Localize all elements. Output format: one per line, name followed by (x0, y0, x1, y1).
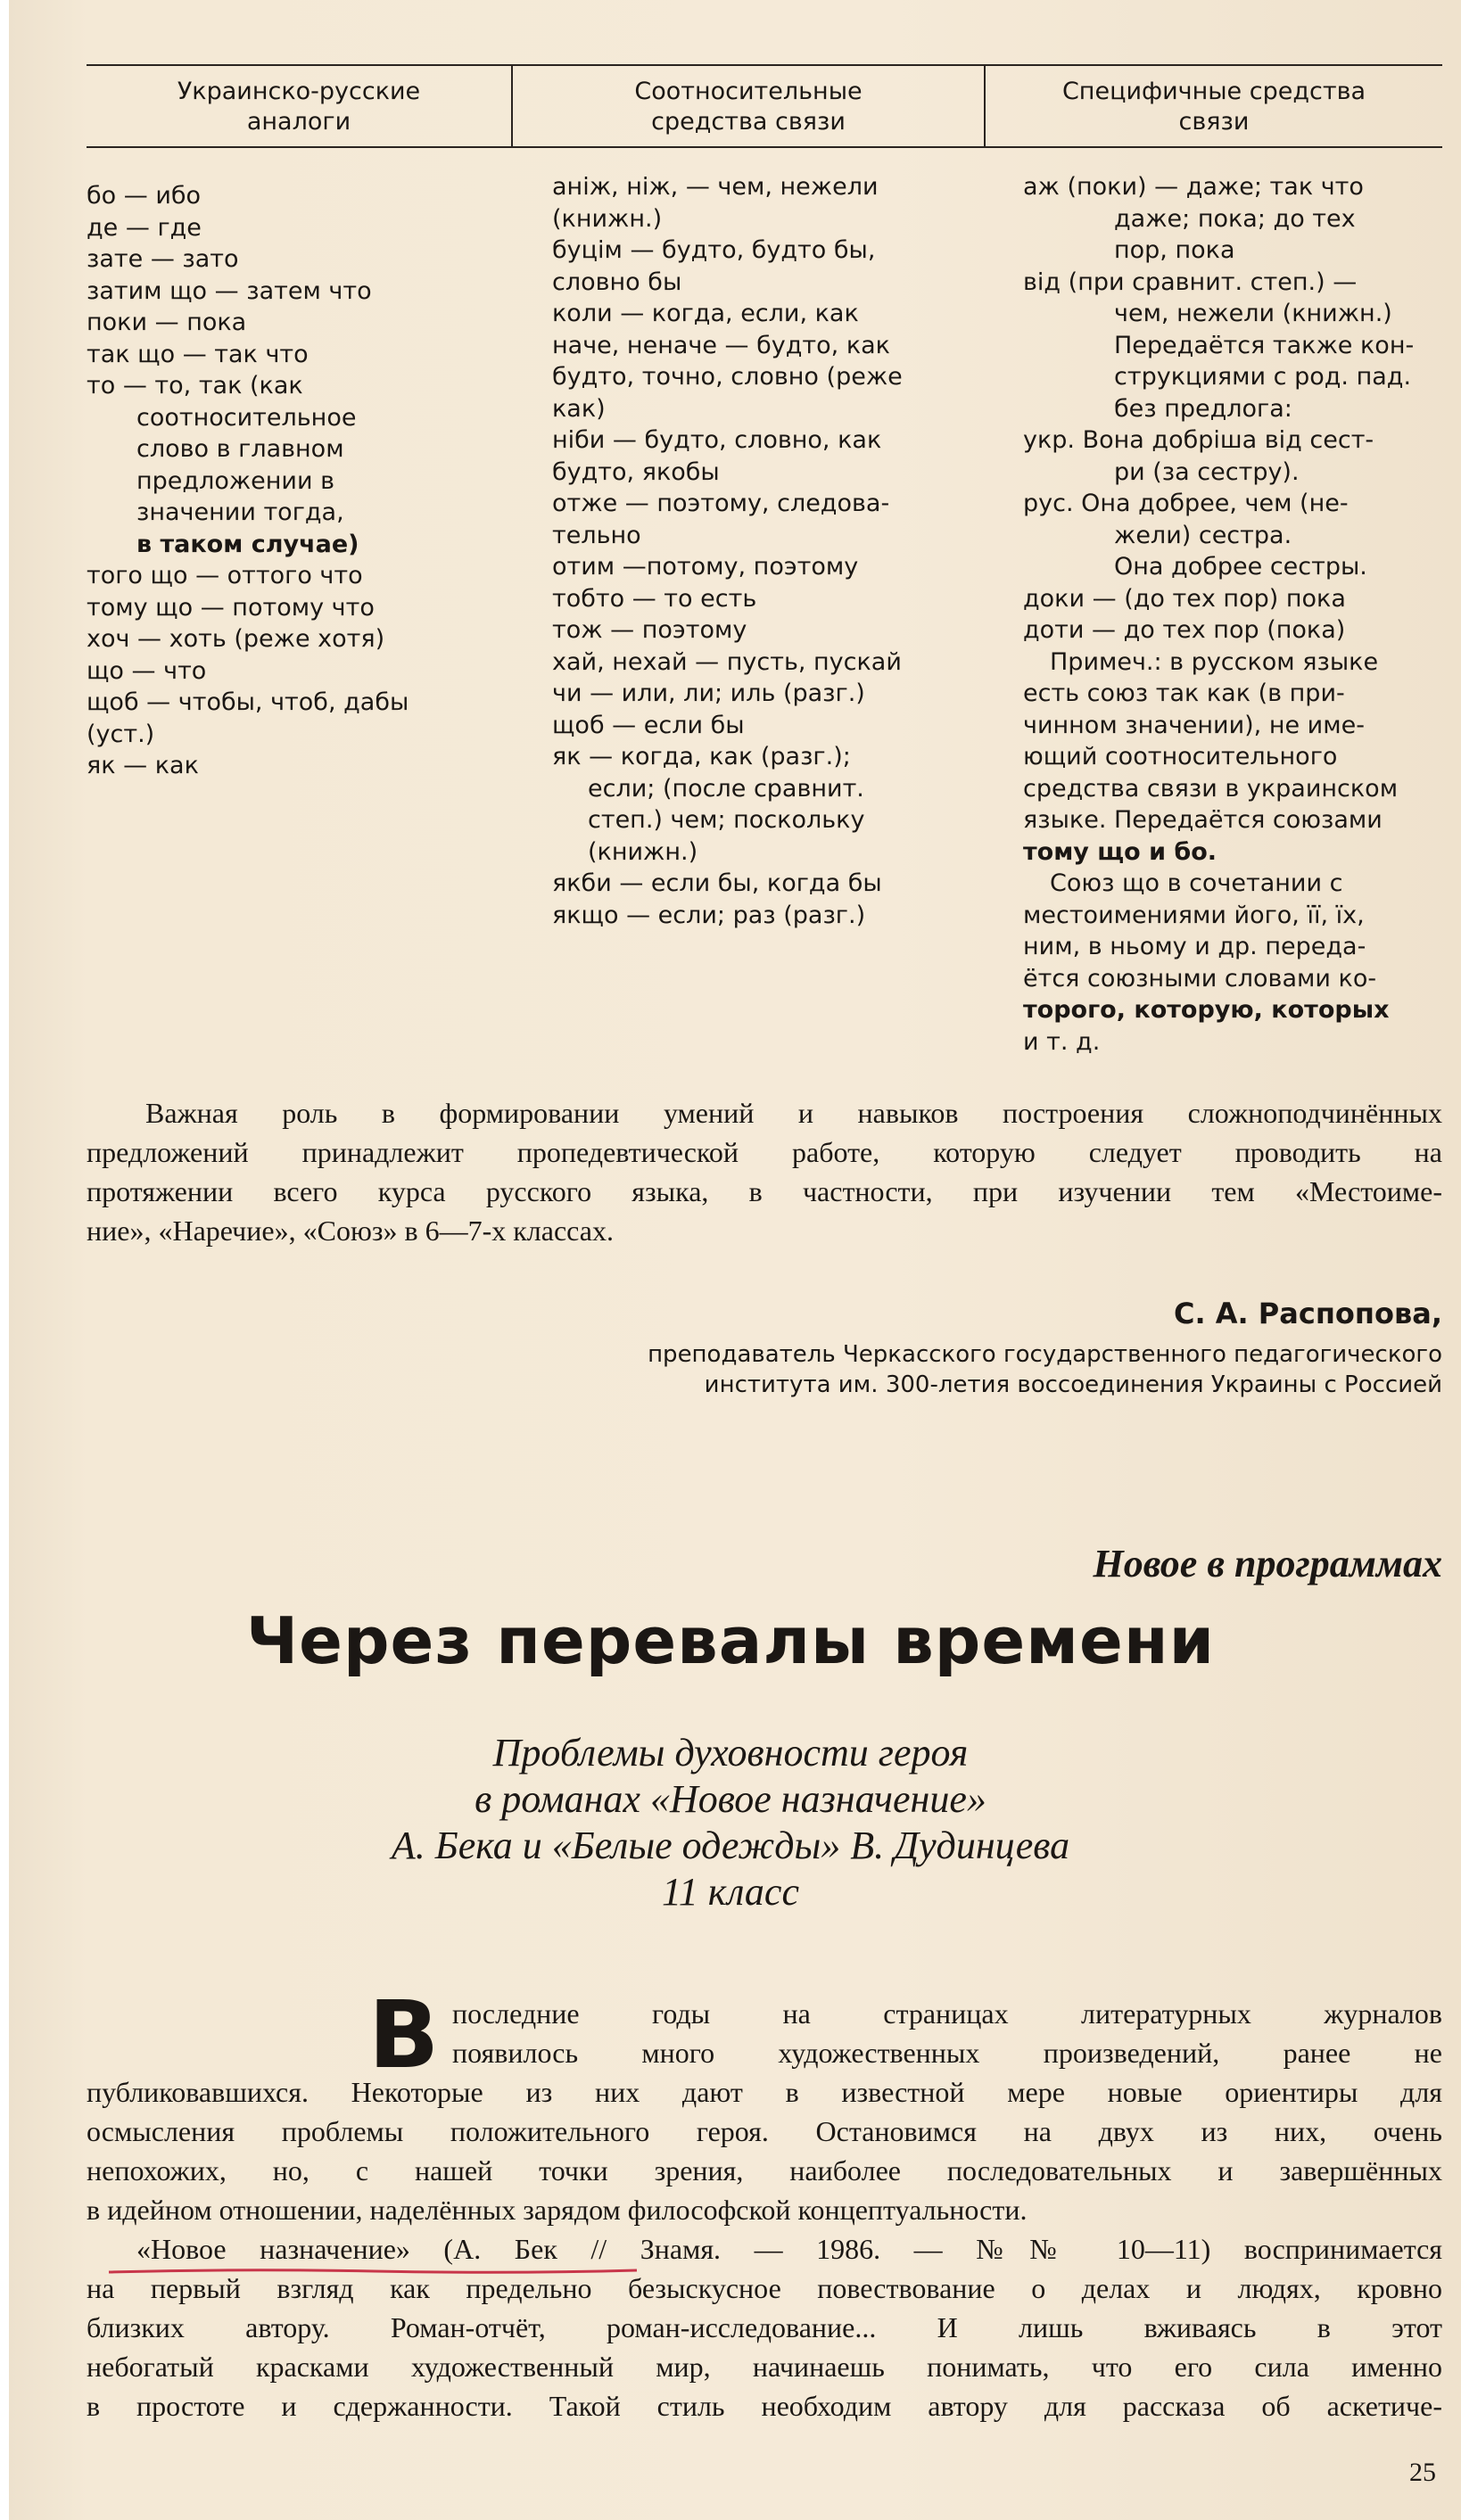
table-cell: словно бы (552, 268, 682, 296)
page-number: 25 (1409, 2458, 1436, 2487)
text-line: в идейном отношении, наделённых зарядом философской концептуальности. (87, 2194, 1028, 2226)
table-cell: (книжн.) (588, 837, 698, 866)
subtitle-line: в романах «Новое назначение» (475, 1777, 986, 1821)
table-cell: предложении в (136, 466, 335, 495)
table-cell: від (при сравнит. степ.) — (1023, 268, 1358, 296)
text-line: близких автору. Роман-отчёт, роман-исследование... И лишь вживаясь в этот (87, 2311, 1442, 2343)
table-cell: если; (после сравнит. (588, 774, 864, 803)
author-name: С. А. Распопова, (1173, 1297, 1442, 1330)
table-cell: отим —потому, поэтому (552, 553, 859, 581)
text-line: протяжении всего курса русского языка, в частности, при изучении тем «Местоиме- (87, 1175, 1442, 1207)
table-cell: тож — поэтому (552, 616, 747, 644)
text-line: последние годы на страницах литературных журналов (452, 1997, 1442, 2030)
header-text: Специфичные средства связи (1061, 78, 1366, 136)
header-text: Украинско-русские аналоги (177, 78, 421, 136)
table-column-specific (1023, 171, 1442, 1058)
text-line: ние», «Наречие», «Союз» в 6—7-х классах. (87, 1215, 614, 1247)
table-cell: в таком случае) (136, 530, 359, 558)
table-cell: пор, пока (1114, 236, 1235, 264)
table-header-correlative (513, 71, 984, 143)
text-line: появилось много художественных произведений, ранее не (452, 2037, 1442, 2069)
text-line: на первый взгляд как предельно безыскусное повествование о делах и людях, кровно (87, 2272, 1442, 2304)
table-cell: Союз що в сочетании с (1050, 869, 1343, 897)
table-cell: що — что (87, 656, 207, 685)
table-cell: то — то, так (как (87, 372, 303, 399)
table-cell: торого, которую, которых (1023, 996, 1390, 1024)
table-cell: жели) сестра. (1114, 521, 1292, 549)
table-cell: даже; пока; до тех (1114, 204, 1356, 233)
text-line: «Новое назначение» (А. Бек // Знамя. — 1986. — №№ 10—11) воспринимается (136, 2233, 1442, 2265)
table-cell: степ.) чем; поскольку (588, 806, 865, 834)
author-position (648, 1339, 1442, 1400)
table-cell: поки — пока (87, 309, 247, 336)
table-cell: ри (за сестру). (1114, 457, 1300, 486)
subtitle-line: Проблемы духовности героя (492, 1731, 969, 1775)
table-cell: (уст.) (87, 720, 155, 748)
table-cell: аніж, ніж, — чем, нежели (552, 173, 879, 201)
table-cell: чем, нежели (книжн.) (1114, 300, 1392, 327)
table-cell: рус. Она добрее, чем (не- (1023, 490, 1349, 517)
table-cell: тобто — то есть (552, 584, 757, 613)
text-line: осмысления проблемы положительного героя. Остановимся на двух из них, очень (87, 2115, 1442, 2147)
table-cell: наче, неначе — будто, как (552, 331, 890, 359)
table-cell: ётся союзными словами ко- (1023, 964, 1377, 992)
table-cell: де — где (87, 213, 202, 242)
section-rubric: Новое в программах (1093, 1542, 1442, 1585)
table-cell: будто, точно, словно (реже (552, 363, 903, 391)
table-cell: чи — или, ли; иль (разг.) (552, 679, 865, 707)
table-cell: слово в главном (136, 435, 344, 463)
table-cell: струкциями с род. пад. (1114, 363, 1412, 391)
table-column-correlative (552, 171, 975, 931)
table-cell: Передаётся также кон- (1114, 331, 1415, 359)
table-cell: тельно (552, 521, 641, 549)
table-cell: будто, якобы (552, 457, 720, 486)
text-line: предложений принадлежит пропедевтической работе, которую следует проводить на (87, 1136, 1442, 1168)
conjunctions-table (87, 64, 1442, 1063)
table-cell: якщо — если; раз (разг.) (552, 901, 866, 929)
table-cell: Примеч.: в русском языке (1050, 647, 1379, 676)
header-text: Соотносительные средства связи (634, 78, 863, 136)
table-cell: языке. Передаётся союзами (1023, 806, 1383, 834)
table-header-rule (87, 146, 1442, 148)
table-header-analogs (87, 71, 511, 143)
text-line: непохожих, но, с нашей точки зрения, наиболее последовательных и завершённых (87, 2154, 1442, 2186)
table-cell: хай, нехай — пусть, пускай (552, 647, 902, 676)
table-cell: (книжн.) (552, 204, 663, 233)
table-cell: ющий соотносительного (1023, 743, 1338, 770)
author-position-line: института им. 300-летия воссоединения Украины с Россией (704, 1371, 1442, 1398)
table-cell: тому що и бо. (1023, 837, 1218, 866)
table-cell: як — когда, как (разг.); (552, 743, 851, 770)
table-cell: бо — ибо (87, 182, 202, 210)
table-cell: есть союз так как (в при- (1023, 679, 1345, 707)
table-cell: коли — когда, если, как (552, 300, 859, 327)
table-cell: якби — если бы, когда бы (552, 869, 882, 897)
table-cell: зате — зато (87, 245, 239, 273)
subtitle-line: 11 класс (662, 1870, 799, 1914)
table-cell: затим що — затем что (87, 276, 372, 305)
table-top-rule (87, 64, 1442, 66)
article-subtitle (0, 1730, 1461, 1915)
table-cell: местоимениями його, її, їх, (1023, 901, 1365, 929)
table-cell: чинном значении), не име- (1023, 711, 1365, 739)
table-cell: укр. Вона добріша від сест- (1023, 426, 1374, 454)
table-cell: без предлога: (1114, 394, 1292, 423)
table-cell: доти — до тех пор (пока) (1023, 616, 1346, 644)
table-cell: ним, в ньому и др. переда- (1023, 933, 1366, 960)
table-cell: и т. д. (1023, 1027, 1101, 1056)
table-cell: хоч — хоть (реже хотя) (87, 625, 385, 653)
table-cell: доки — (до тех пор) пока (1023, 584, 1346, 613)
scan-edge (0, 0, 9, 2520)
table-cell: щоб — чтобы, чтоб, дабы (87, 688, 409, 716)
table-cell: ніби — будто, словно, как (552, 426, 882, 454)
handwritten-underline (107, 2267, 639, 2276)
table-cell: значении тогда, (136, 498, 344, 526)
table-cell: отже — поэтому, следова- (552, 490, 890, 517)
drop-cap: В (368, 1981, 440, 2089)
table-cell: щоб — если бы (552, 711, 745, 739)
article-headline: Через перевалы времени (245, 1603, 1216, 1678)
text-line: публиковавшихся. Некоторые из них дают в известной мере новые ориентиры для (87, 2076, 1442, 2108)
table-cell: соотносительное (136, 403, 357, 432)
article-body (87, 1994, 1442, 2425)
table-cell: так що — так что (87, 340, 309, 368)
author-position-line: преподаватель Черкасского государственного педагогического (648, 1341, 1442, 1368)
table-cell: того що — оттого что (87, 562, 363, 589)
table-cell: Она добрее сестры. (1114, 553, 1367, 581)
text-line: Важная роль в формировании умений и навыков построения сложноподчинённых (145, 1097, 1442, 1129)
table-cell: средства связи в украинском (1023, 774, 1399, 803)
table-cell: буцім — будто, будто бы, (552, 236, 876, 264)
text-line: в простоте и сдержанности. Такой стиль необходим автору для рассказа об аскетиче- (87, 2390, 1442, 2422)
table-column-analogs (87, 180, 461, 782)
table-cell: як — как (87, 752, 199, 779)
subtitle-line: А. Бека и «Белые одежды» В. Дудинцева (391, 1824, 1070, 1867)
table-header-specific (986, 71, 1442, 143)
text-line: небогатый красками художественный мир, начинаешь понимать, что его сила именно (87, 2351, 1442, 2383)
table-cell: тому що — потому что (87, 593, 375, 622)
table-cell: как) (552, 394, 606, 423)
table-cell: аж (поки) — даже; так что (1023, 173, 1364, 201)
paragraph-propaedeutic (87, 1093, 1442, 1250)
